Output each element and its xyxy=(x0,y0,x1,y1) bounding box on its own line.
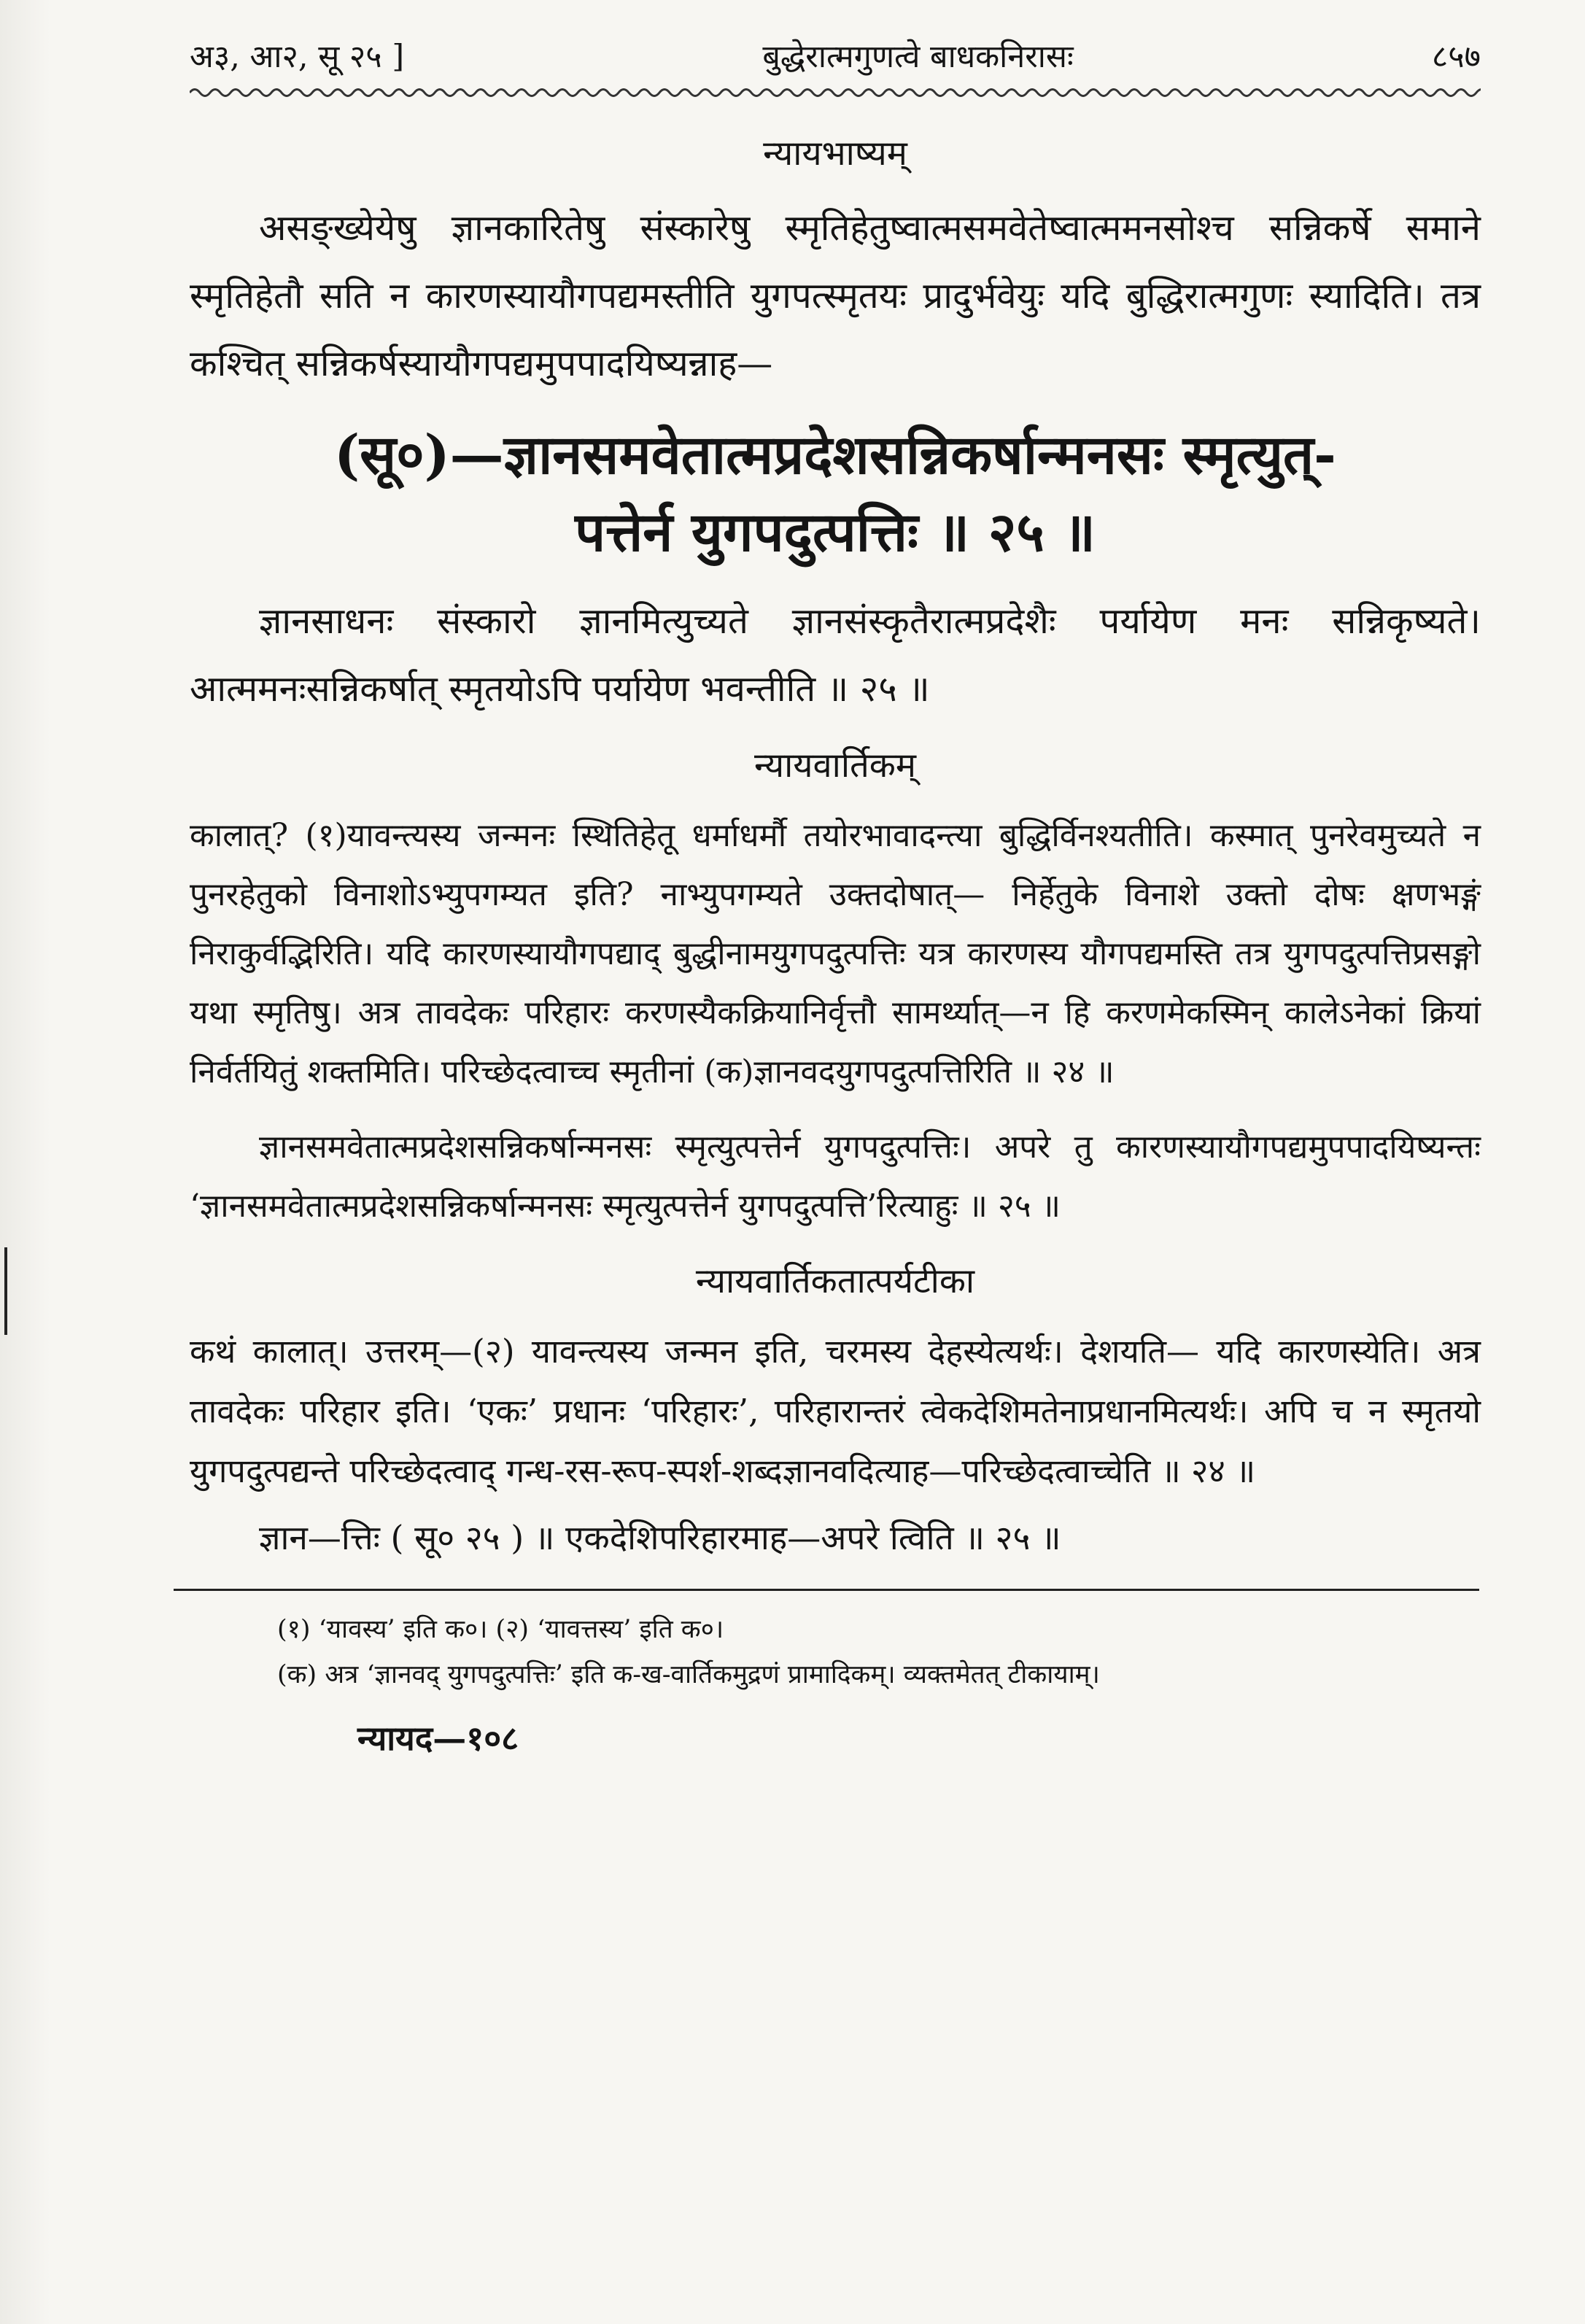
sutra-line-1: (सू०)—ज्ञानसमवेतात्मप्रदेशसन्निकर्षान्मनसः स्मृत्युत्- xyxy=(334,424,1336,487)
printer-signature: न्यायद—१०८ xyxy=(357,1719,519,1758)
running-header xyxy=(190,35,1481,79)
sutra-line-2: पत्तेर्न युगपदुत्पत्तिः ॥ २५ ॥ xyxy=(575,501,1096,564)
tika-paragraph: कथं कालात्। उत्तरम्—(२) यावन्त्यस्य जन्मन इति, चरमस्य देहस्येत्यर्थः। देशयति— यदि कारणस्येति। अत्र तावदेकः परिहार इति। ‘एकः’ प्रधानः ‘परिहारः’, परिहारान्तरं त्वेकदेशिमतेनाप्रधानमित्यर्थः। अपि च न स्मृतयो युगपदुत्पद्यन्ते परिच्छेदत्वाद् गन्ध-रस-रूप-स्पर्श-शब्दज्ञानवदित्याह—परिच्छेदत्वाच्चेति ॥ २४ ॥ xyxy=(190,1332,1481,1490)
page xyxy=(190,35,1481,1767)
page-number: ८५७ xyxy=(1431,39,1481,75)
bhashya-heading: न्यायभाष्यम् xyxy=(763,133,907,174)
bhashya-commentary: ज्ञानसाधनः संस्कारो ज्ञानमित्युच्यते ज्ञानसंस्कृतैरात्मप्रदेशैः पर्यायेण मनः सन्निकृष्यते। आत्ममनःसन्निकर्षात् स्मृतयोऽपि पर्यायेण भवन्तीति ॥ २५ ॥ xyxy=(190,600,1481,710)
running-title: बुद्धेरात्मगुणत्वे बाधकनिरासः xyxy=(762,39,1074,75)
wavy-rule xyxy=(190,83,1481,102)
tika-heading: न्यायवार्तिकतात्पर्यटीका xyxy=(695,1261,975,1301)
tika-closing: ज्ञान—त्तिः ( सू० २५ ) ॥ एकदेशिपरिहारमाह—अपरे त्विति ॥ २५ ॥ xyxy=(259,1518,1061,1557)
sutra-block xyxy=(190,417,1481,571)
footnote-2: (क) अत्र ‘ज्ञानवद् युगपदुत्पत्तिः’ इति क-ख-वार्तिकमुद्रणं प्रामादिकम्। व्यक्तमेतत् टीकायाम्। xyxy=(277,1660,1100,1689)
scan-gutter xyxy=(0,0,51,2324)
varttika-heading: न्यायवार्तिकम् xyxy=(753,745,917,786)
footnote-rule xyxy=(174,1589,1479,1591)
section-reference: अ३, आ२, सू २५ ] xyxy=(190,39,405,75)
varttika-paragraph-2: ज्ञानसमवेतात्मप्रदेशसन्निकर्षान्मनसः स्मृत्युत्पत्तेर्न युगपदुत्पत्तिः। अपरे तु कारणस्यायौगपद्यमुपपादयिष्यन्तः ‘ज्ञानसमवेतात्मप्रदेशसन्निकर्षान्मनसः स्मृत्युत्पत्तेर्न युगपदुत्पत्ति’रित्याहुः ॥ २५ ॥ xyxy=(190,1128,1481,1225)
gutter-mark xyxy=(4,1298,7,1335)
varttika-paragraph-1: कालात्? (१)यावन्त्यस्य जन्मनः स्थितिहेतू धर्माधर्मौ तयोरभावादन्त्या बुद्धिर्विनश्यतीति। कस्मात् पुनरेवमुच्यते न पुनरहेतुको विनाशोऽभ्युपगम्यत इति? नाभ्युपगम्यते उक्तदोषात्— निर्हेतुके विनाशे उक्तो दोषः क्षणभङ्गं निराकुर्वद्भिरिति। यदि कारणस्यायौगपद्याद् बुद्धीनामयुगपदुत्पत्तिः यत्र कारणस्य यौगपद्यमस्ति तत्र युगपदुत्पत्तिप्रसङ्गो यथा स्मृतिषु। अत्र तावदेकः परिहारः करणस्यैकक्रियानिर्वृत्तौ सामर्थ्यात्—न हि करणमेकस्मिन् कालेऽनेकां क्रियां निर्वर्तयितुं शक्तमिति। परिच्छेदत्वाच्च स्मृतीनां (क)ज्ञानवदयुगपदुत्पत्तिरिति ॥ २४ ॥ xyxy=(190,817,1481,1091)
footnote-1: (१) ‘यावस्य’ इति क०। (२) ‘यावत्तस्य’ इति क०। xyxy=(277,1615,724,1644)
bhashya-paragraph: असङ्ख्येयेषु ज्ञानकारितेषु संस्कारेषु स्मृतिहेतुष्वात्मसमवेतेष्वात्ममनसोश्च सन्निकर्षे समाने स्मृतिहेतौ सति न कारणस्यायौगपद्यमस्तीति युगपत्स्मृतयः प्रादुर्भवेयुः यदि बुद्धिरात्मगुणः स्यादिति। तत्र कश्चित् सन्निकर्षस्यायौगपद्यमुपपादयिष्यन्नाह— xyxy=(190,207,1481,384)
gutter-mark xyxy=(4,1247,7,1298)
